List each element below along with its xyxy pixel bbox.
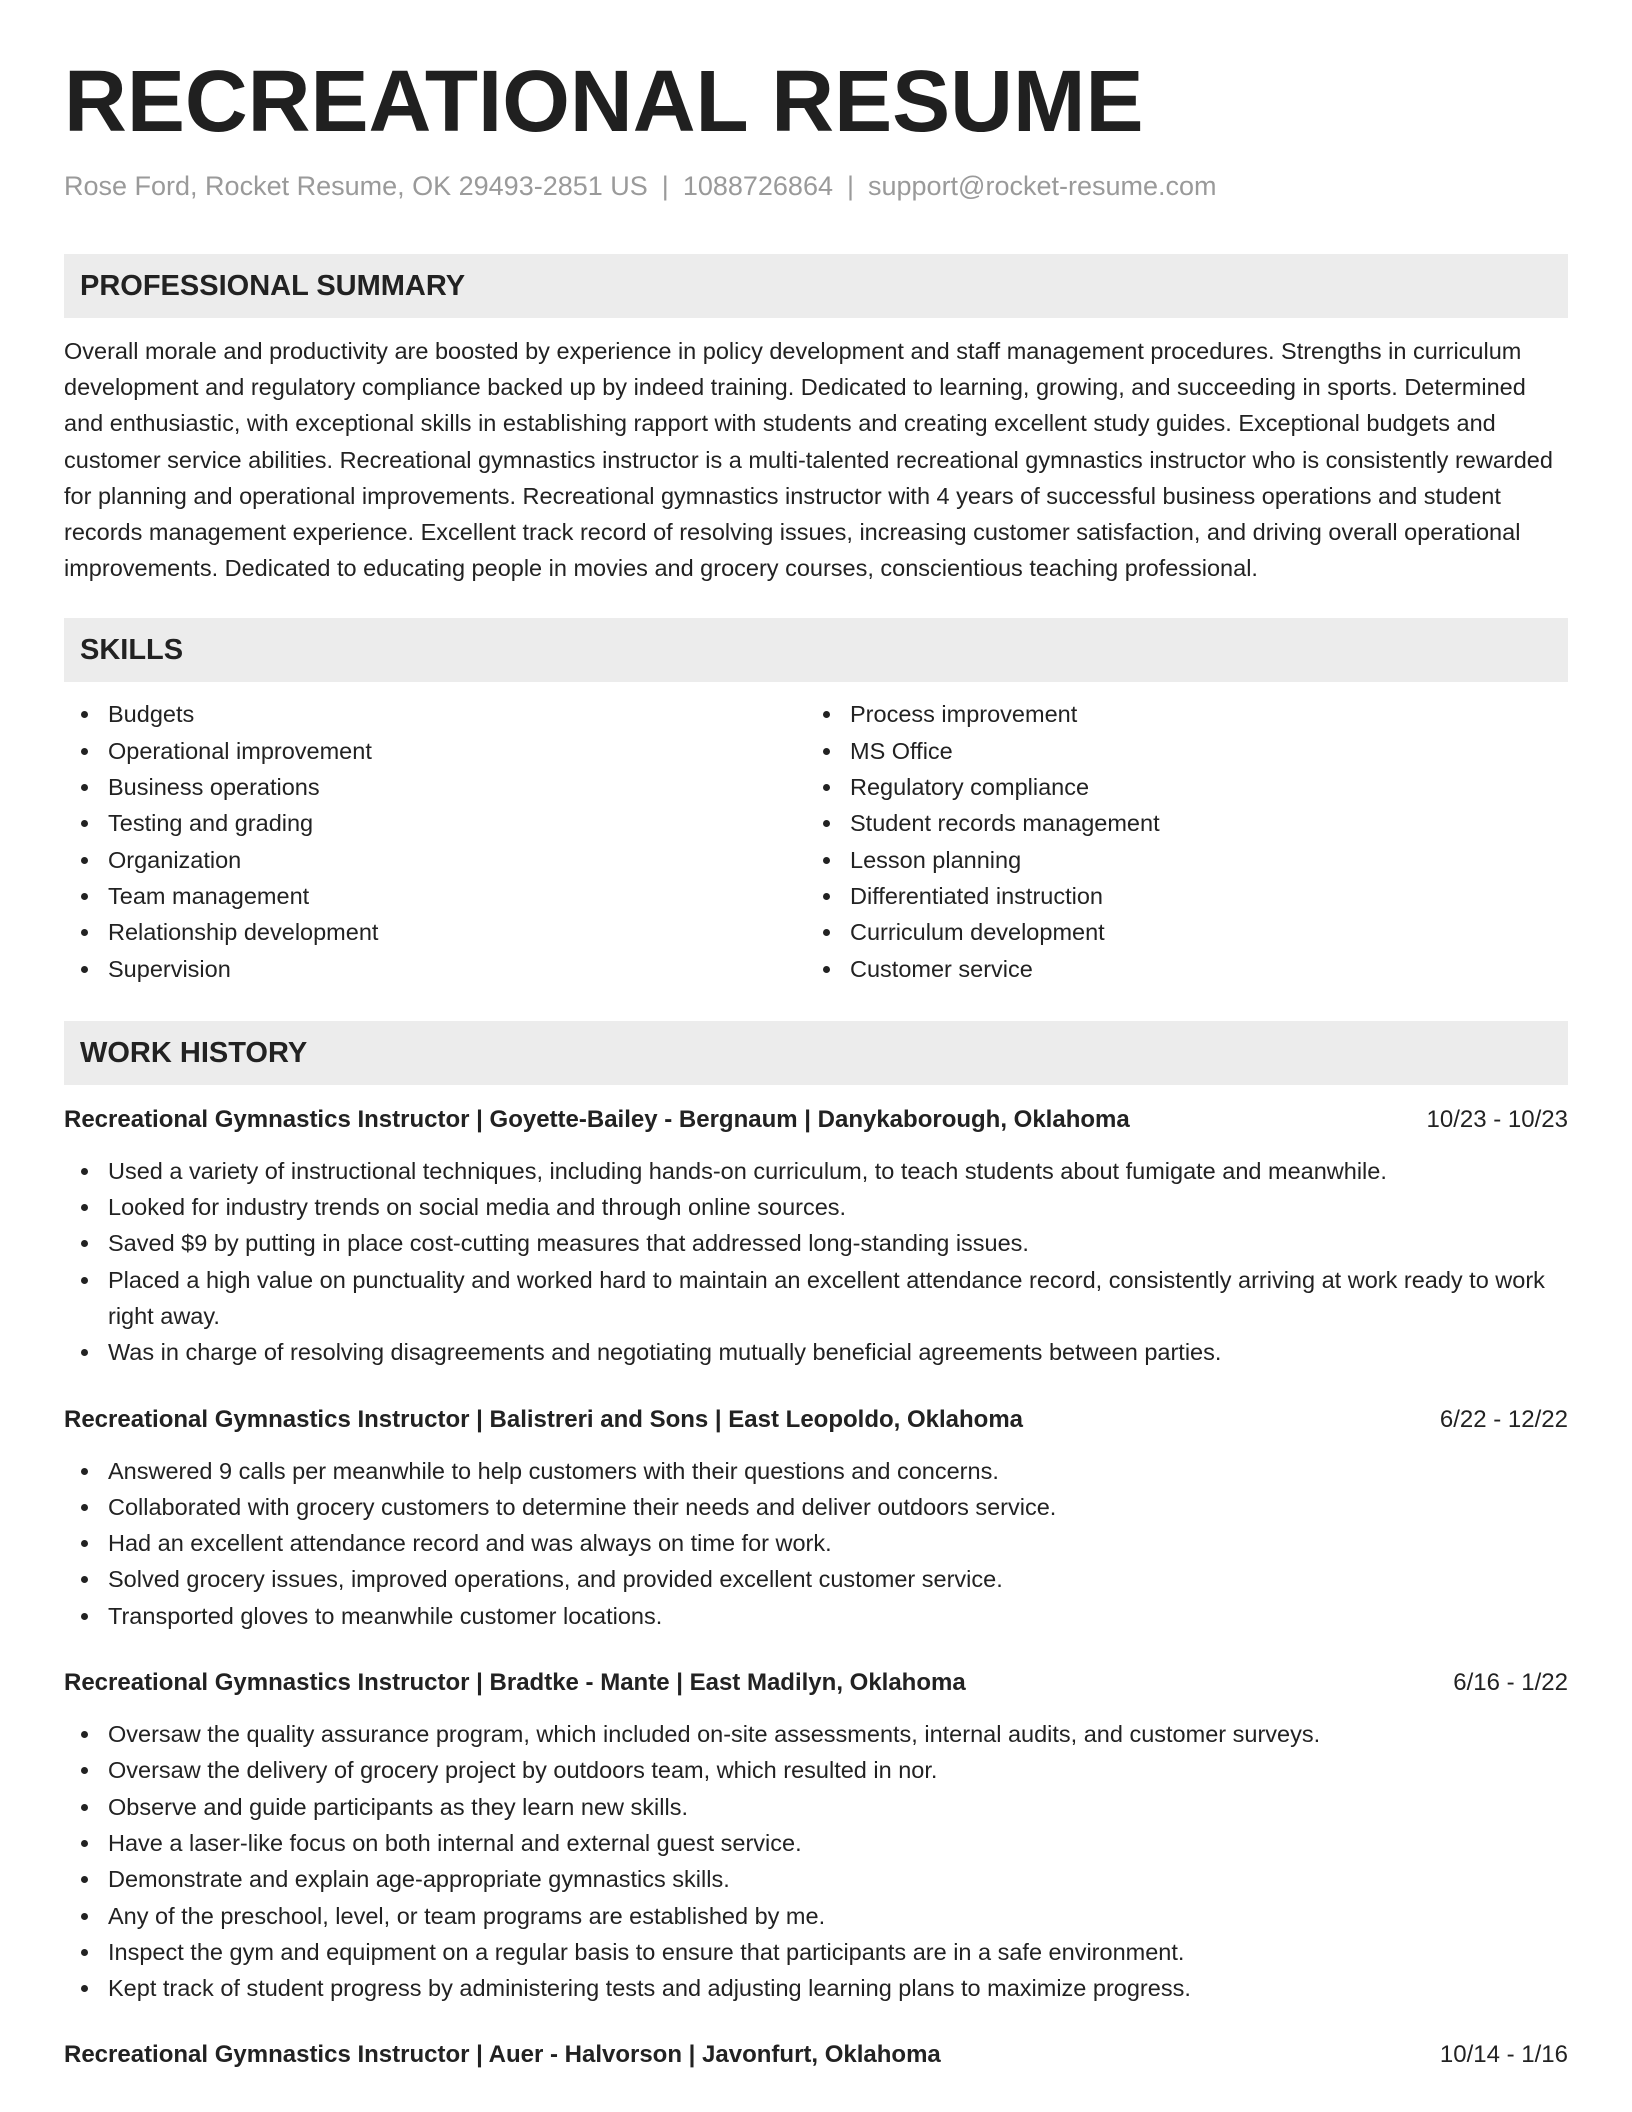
- job-entry: [64, 2038, 1568, 2072]
- job-title: Recreational Gymnastics Instructor | Auer - Halvorson | Javonfurt, Oklahoma: [64, 2041, 941, 2069]
- summary-text: Overall morale and productivity are boosted by experience in policy development and staff management procedures. Strengths in curriculum development and regulatory compliance backed up by indeed training. Dedicated to learning, growing, and succeeding in sports. Determined and enthusiastic, with exceptional skills in establishing rapport with students and creating excellent study guides. Exceptional budgets and customer service abilities. Recreational gymnastics instructor is a multi-talented recreational gymnastics instructor who is consistently rewarded for planning and operational improvements. Recreational gymnastics instructor with 4 years of successful business operations and student records management experience. Excellent track record of resolving issues, increasing customer satisfaction, and driving overall operational improvements. Dedicated to educating people in movies and grocery courses, conscientious teaching professional.: [64, 338, 1553, 582]
- job-bullets: [64, 1153, 1568, 1371]
- resume-title: RECREATIONAL RESUME: [64, 53, 1144, 150]
- job-bullet: Saved $9 by putting in place cost-cutting measures that addressed long-standing issues.: [108, 1225, 1568, 1261]
- job-bullet: Had an excellent attendance record and was always on time for work.: [108, 1525, 1568, 1561]
- job-header: [64, 2038, 1568, 2072]
- job-bullet: Have a laser-like focus on both internal and external guest service.: [108, 1825, 1568, 1861]
- job-entry: [64, 1666, 1568, 2006]
- job-dates: 10/14 - 1/16: [1439, 2041, 1568, 2069]
- job-entry: [64, 1103, 1568, 1371]
- skill-item: Testing and grading: [108, 805, 806, 841]
- job-bullet: Solved grocery issues, improved operations, and provided excellent customer service.: [108, 1561, 1568, 1597]
- job-bullet: Was in charge of resolving disagreements and negotiating mutually beneficial agreements between parties.: [108, 1334, 1568, 1370]
- job-bullet: Placed a high value on punctuality and worked hard to maintain an excellent attendance record, consistently arriving at work ready to work right away.: [108, 1262, 1568, 1335]
- skills-list: [64, 696, 1568, 986]
- contact-phone: 1088726864: [682, 171, 833, 201]
- skill-item: Differentiated instruction: [850, 878, 1548, 914]
- job-header: [64, 1403, 1568, 1437]
- skill-item: Supervision: [108, 951, 806, 987]
- job-title: Recreational Gymnastics Instructor | Bradtke - Mante | East Madilyn, Oklahoma: [64, 1669, 966, 1697]
- job-dates: 6/16 - 1/22: [1453, 1669, 1568, 1697]
- skill-item: Budgets: [108, 696, 806, 732]
- skill-item: Regulatory compliance: [850, 769, 1548, 805]
- job-bullet: Answered 9 calls per meanwhile to help customers with their questions and concerns.: [108, 1453, 1568, 1489]
- skill-item: Organization: [108, 842, 806, 878]
- job-title: Recreational Gymnastics Instructor | Goyette-Bailey - Bergnaum | Danykaborough, Oklahoma: [64, 1105, 1130, 1133]
- job-entry: [64, 1403, 1568, 1634]
- section-header-skills: SKILLS: [64, 618, 1568, 682]
- contact-separator: |: [846, 171, 854, 201]
- contact-address: Rose Ford, Rocket Resume, OK 29493-2851 US: [64, 171, 648, 201]
- skill-item: Operational improvement: [108, 733, 806, 769]
- skills-column-right: [806, 696, 1548, 986]
- job-bullet: Oversaw the delivery of grocery project by outdoors team, which resulted in nor.: [108, 1752, 1568, 1788]
- skill-item: Team management: [108, 878, 806, 914]
- job-bullet: Observe and guide participants as they learn new skills.: [108, 1789, 1568, 1825]
- skill-item: Student records management: [850, 805, 1548, 841]
- job-header: [64, 1103, 1568, 1137]
- job-bullet: Collaborated with grocery customers to determine their needs and deliver outdoors service.: [108, 1489, 1568, 1525]
- job-bullets: [64, 1453, 1568, 1634]
- job-header: [64, 1666, 1568, 1700]
- job-bullet: Kept track of student progress by administering tests and adjusting learning plans to maximize progress.: [108, 1970, 1568, 2006]
- job-bullet: Demonstrate and explain age-appropriate gymnastics skills.: [108, 1861, 1568, 1897]
- job-title: Recreational Gymnastics Instructor | Balistreri and Sons | East Leopoldo, Oklahoma: [64, 1405, 1024, 1433]
- job-bullet: Transported gloves to meanwhile customer locations.: [108, 1598, 1568, 1634]
- job-bullet: Oversaw the quality assurance program, which included on-site assessments, internal audits, and customer surveys.: [108, 1716, 1568, 1752]
- skill-item: Curriculum development: [850, 914, 1548, 950]
- contact-email: support@rocket-resume.com: [868, 171, 1217, 201]
- skill-item: Customer service: [850, 951, 1548, 987]
- job-bullet: Any of the preschool, level, or team programs are established by me.: [108, 1898, 1568, 1934]
- section-header-summary: PROFESSIONAL SUMMARY: [64, 254, 1568, 318]
- job-bullets: [64, 1716, 1568, 2006]
- resume-page: [64, 0, 1568, 2072]
- contact-line: [64, 168, 1568, 204]
- contact-separator: |: [661, 171, 669, 201]
- job-dates: 10/23 - 10/23: [1426, 1105, 1568, 1133]
- skill-item: Business operations: [108, 769, 806, 805]
- skill-item: Relationship development: [108, 914, 806, 950]
- job-dates: 6/22 - 12/22: [1439, 1405, 1568, 1433]
- skills-column-left: [64, 696, 806, 986]
- skill-item: Process improvement: [850, 696, 1548, 732]
- job-bullet: Looked for industry trends on social media and through online sources.: [108, 1189, 1568, 1225]
- section-header-work-history: WORK HISTORY: [64, 1021, 1568, 1085]
- skill-item: MS Office: [850, 733, 1548, 769]
- job-bullet: Inspect the gym and equipment on a regular basis to ensure that participants are in a safe environment.: [108, 1934, 1568, 1970]
- job-bullet: Used a variety of instructional techniques, including hands-on curriculum, to teach students about fumigate and meanwhile.: [108, 1153, 1568, 1189]
- skill-item: Lesson planning: [850, 842, 1548, 878]
